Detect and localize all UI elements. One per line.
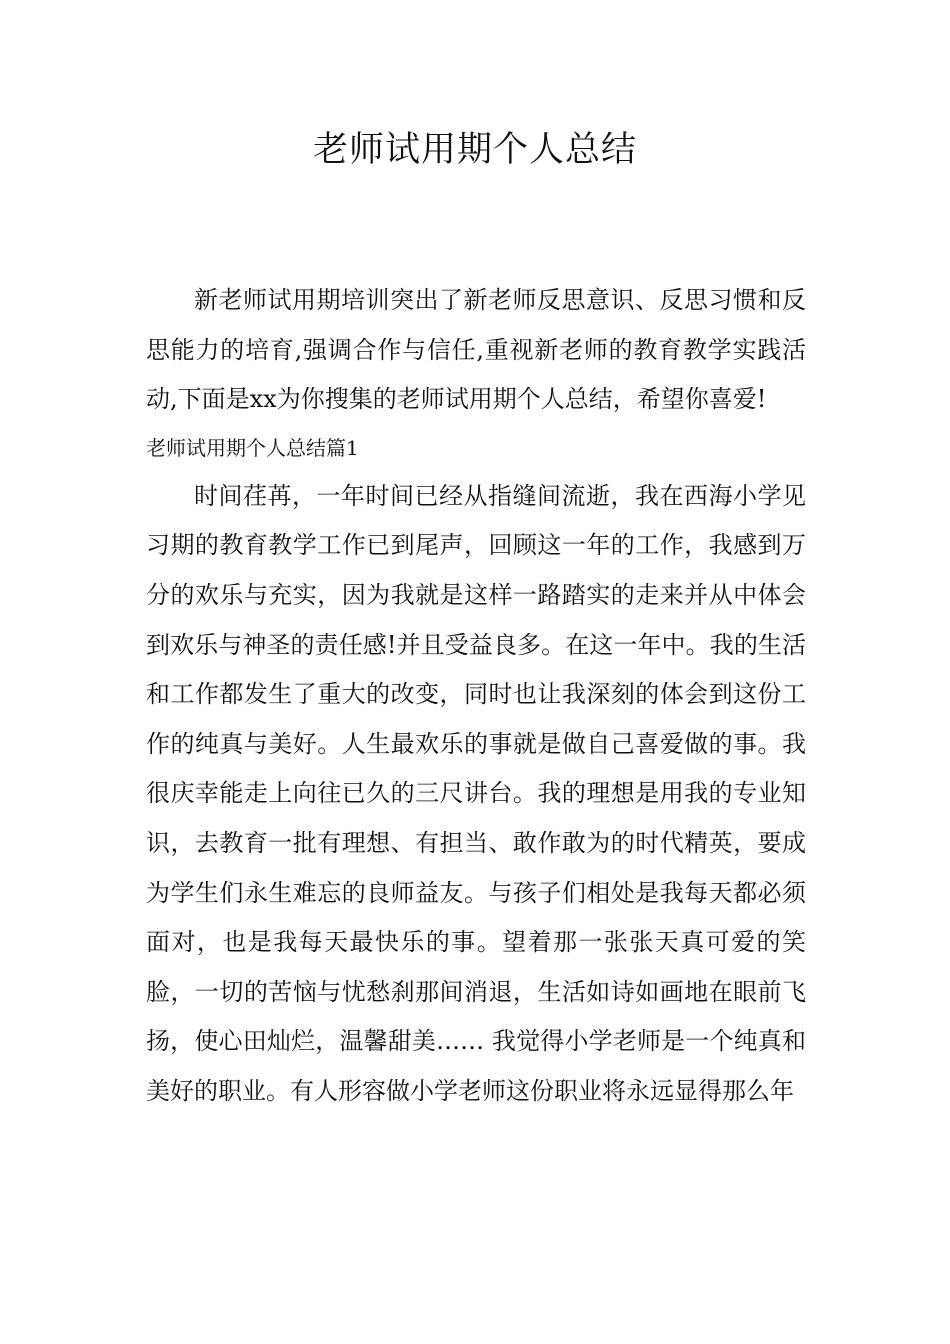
intro-paragraph: 新老师试用期培训突出了新老师反思意识、反思习惯和反思能力的培育,强调合作与信任,重视新老师的教育教学实践活动,下面是xx为你搜集的老师试用期个人总结，希望你喜爱! (146, 286, 806, 414)
section-heading: 老师试用期个人总结篇1 (146, 435, 359, 460)
document-title: 老师试用期个人总结 (312, 130, 637, 170)
document-body (146, 276, 806, 1117)
section-paragraph: 时间荏苒，一年时间已经从指缝间流逝，我在西海小学见习期的教育教学工作已到尾声，回顾这一年的工作，我感到万分的欢乐与充实，因为我就是这样一路踏实的走来并从中体会到欢乐与神圣的责任感!并且受益良多。在这一年中。我的生活和工作都发生了重大的改变，同时也让我深刻的体会到这份工作的纯真与美好。人生最欢乐的事就是做自己喜爱做的事。我很庆幸能走上向往已久的三尺讲台。我的理想是用我的专业知识，去教育一批有理想、有担当、敢作敢为的时代精英，要成为学生们永生难忘的良师益友。与孩子们相处是我每天都必须面对，也是我每天最快乐的事。望着那一张张天真可爱的笑脸，一切的苦恼与忧愁刹那间消退，生活如诗如画地在眼前飞扬，使心田灿烂，温馨甜美…… 我觉得小学老师是一个纯真和美好的职业。有人形容做小学老师这份职业将永远显得那么年 (146, 481, 806, 1105)
